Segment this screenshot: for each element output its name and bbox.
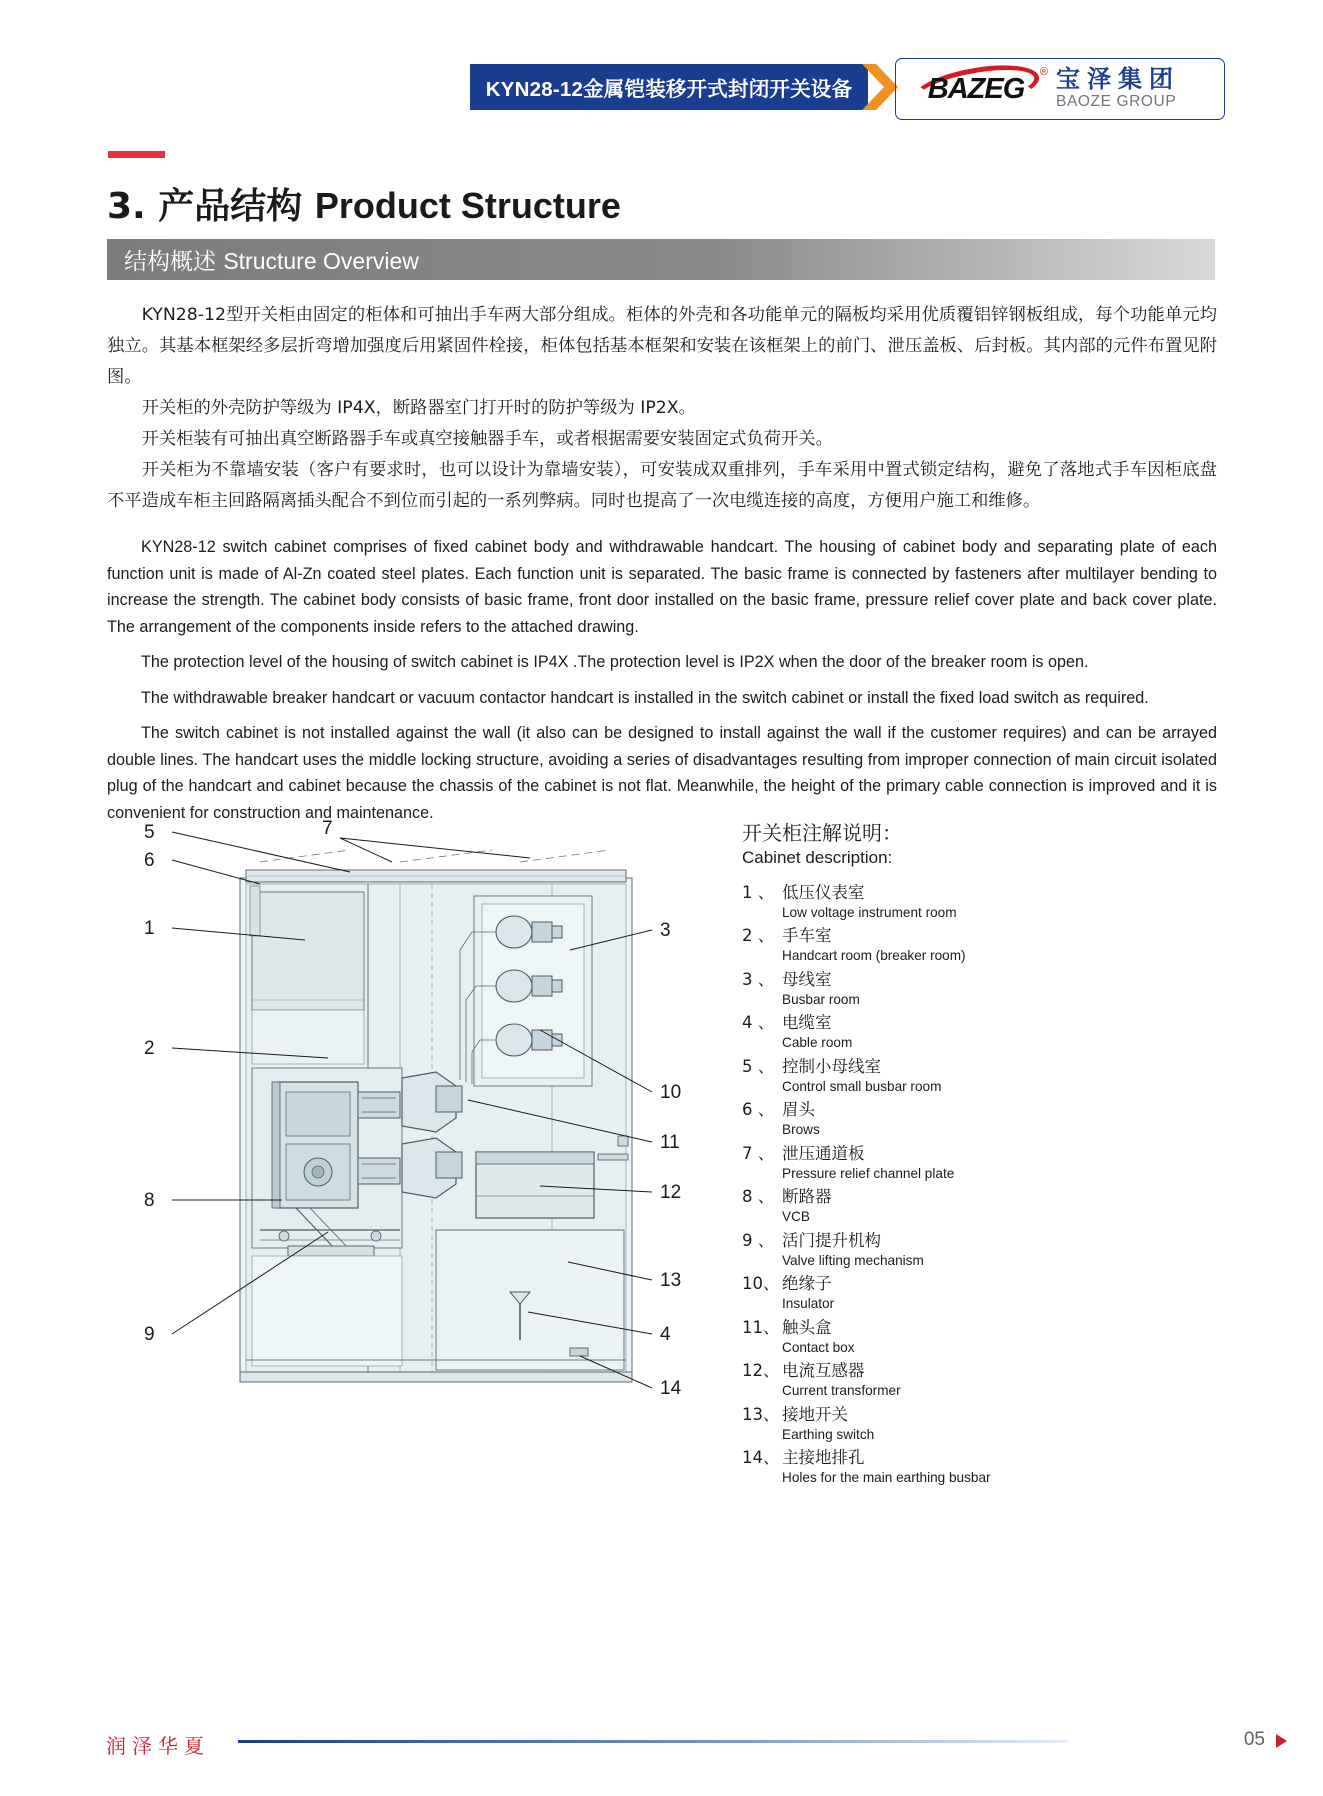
callout-4: 4 bbox=[660, 1324, 671, 1345]
paragraph-cn-1: KYN28-12型开关柜由固定的柜体和可抽出手车两大部分组成。柜体的外壳和各功能单元的隔板均采用优质覆铝锌钢板组成，每个功能单元均独立。其基本框架经多层折弯增加强度后用紧固件栓接，柜体包括基本框架和安装在该框架上的前门、泄压盖板、后封板。其内部的元件布置见附图。 bbox=[107, 305, 1217, 387]
legend-item-number: 12、 bbox=[742, 1361, 780, 1381]
callout-5: 5 bbox=[144, 822, 155, 843]
legend-item-number: 4 、 bbox=[742, 1013, 775, 1033]
title-accent-rule bbox=[108, 151, 165, 158]
legend-item-label-en: Holes for the main earthing busbar bbox=[782, 1470, 991, 1486]
paragraph-en-3: The withdrawable breaker handcart or vacuum contactor handcart is installed in the switch cabinet or install the fixed load switch as required. bbox=[141, 688, 1149, 707]
legend-item-number: 1 、 bbox=[742, 882, 775, 902]
legend-item bbox=[742, 1056, 1052, 1096]
legend-item bbox=[742, 1360, 1052, 1400]
legend-item-label-en: Handcart room (breaker room) bbox=[782, 948, 966, 964]
page-title bbox=[107, 178, 621, 229]
legend-item-label-cn: 眉头 bbox=[782, 1100, 815, 1120]
legend-item-text bbox=[782, 1317, 1052, 1357]
legend-item bbox=[742, 1012, 1052, 1052]
paragraph-en-1: KYN28-12 switch cabinet comprises of fixed cabinet body and withdrawable handcart. The housing of cabinet body and separating plate of each function unit is made of Al-Zn coated steel plates. Each function unit is separated. The basic frame is connected by fasteners after multilayer bending to increase the strength. The cabinet body consists of basic frame, front door installed on the basic frame, pressure relief cover plate and back cover plate. The arrangement of the components inside refers to the attached drawing. bbox=[107, 538, 1217, 636]
callout-8: 8 bbox=[144, 1190, 155, 1211]
legend-item-text bbox=[782, 1056, 1052, 1096]
legend-item-label-en: Current transformer bbox=[782, 1383, 901, 1399]
paragraph-cn-3: 开关柜装有可抽出真空断路器手车或真空接触器手车，或者根据需要安装固定式负荷开关。 bbox=[141, 429, 833, 449]
page-footer bbox=[0, 1706, 1323, 1796]
brand-logo-box bbox=[895, 58, 1225, 120]
callout-11: 11 bbox=[660, 1132, 680, 1153]
legend-item-number: 9 、 bbox=[742, 1230, 775, 1250]
legend-item bbox=[742, 1230, 1052, 1270]
legend-item-text bbox=[782, 1099, 1052, 1139]
paragraph-cn-2: 开关柜的外壳防护等级为 IP4X，断路器室门打开时的防护等级为 IP2X。 bbox=[141, 398, 696, 418]
paragraph-spacer-3 bbox=[107, 676, 1217, 685]
callout-10: 10 bbox=[660, 1082, 682, 1103]
legend-item-label-en: Brows bbox=[782, 1122, 820, 1138]
paragraph-en-4: The switch cabinet is not installed against the wall (it also can be designed to install against the wall if the customer requires) and can be arrayed double lines. The handcart uses the middle locking structure, avoiding a series of disadvantages resulting from improper connection of main circuit isolated plug of the handcart and cabinet because the chassis of the cabinet is not flat. Meanwhile, the height of the primary cable connection is improved and it is convenient for construction and maintenance. bbox=[107, 724, 1217, 822]
callout-6: 6 bbox=[144, 850, 155, 871]
legend-item-number: 14、 bbox=[742, 1448, 780, 1468]
callout-12: 12 bbox=[660, 1182, 682, 1203]
callout-3: 3 bbox=[660, 920, 671, 941]
legend-item bbox=[742, 1447, 1052, 1487]
legend-item-label-cn: 绝缘子 bbox=[782, 1274, 832, 1294]
product-structure-diagram bbox=[100, 800, 1230, 1420]
brand-name-en: BAOZE GROUP bbox=[1056, 93, 1177, 111]
legend-item bbox=[742, 969, 1052, 1009]
legend-item bbox=[742, 882, 1052, 922]
legend-item-label-en: Cable room bbox=[782, 1035, 853, 1051]
callout-14: 14 bbox=[660, 1378, 682, 1399]
legend-item-text bbox=[782, 1273, 1052, 1313]
legend-item bbox=[742, 1273, 1052, 1313]
legend-item bbox=[742, 1317, 1052, 1357]
legend-item-text bbox=[782, 882, 1052, 922]
legend-item bbox=[742, 1099, 1052, 1139]
registered-trademark-icon: ® bbox=[1039, 66, 1048, 78]
paragraph-spacer-4 bbox=[107, 711, 1217, 720]
legend-item-number: 7 、 bbox=[742, 1143, 775, 1163]
legend-item-label-cn: 触头盒 bbox=[782, 1317, 832, 1337]
legend-item-label-en: VCB bbox=[782, 1209, 810, 1225]
legend-item-label-en: Control small busbar room bbox=[782, 1078, 942, 1094]
callout-9: 9 bbox=[144, 1324, 155, 1345]
section-header-en: Structure Overview bbox=[223, 248, 419, 274]
legend-item-label-en: Contact box bbox=[782, 1339, 855, 1355]
page-number: 05 bbox=[1243, 1729, 1265, 1750]
legend-item-number: 13、 bbox=[742, 1404, 780, 1424]
legend-item-label-cn: 主接地排孔 bbox=[782, 1448, 865, 1468]
section-header-cn: 结构概述 bbox=[124, 249, 216, 275]
legend-item bbox=[742, 925, 1052, 965]
logo-wordmark: BAZEG bbox=[927, 72, 1025, 105]
legend-item-label-cn: 手车室 bbox=[782, 926, 832, 946]
cabinet-cross-section-drawing bbox=[100, 800, 1230, 1420]
page-title-cn: 产品结构 bbox=[158, 186, 303, 227]
legend-item-label-en: Busbar room bbox=[782, 991, 860, 1007]
legend-item-label-en: Pressure relief channel plate bbox=[782, 1165, 955, 1181]
section-header-bar bbox=[107, 239, 1215, 280]
legend-item-number: 2 、 bbox=[742, 926, 775, 946]
callout-1: 1 bbox=[144, 918, 155, 939]
paragraph-spacer bbox=[107, 517, 1217, 534]
legend-item-text bbox=[782, 1447, 1052, 1487]
legend-title-en: Cabinet description: bbox=[742, 848, 893, 867]
legend-item-label-cn: 控制小母线室 bbox=[782, 1056, 881, 1076]
legend-item-text bbox=[782, 925, 1052, 965]
legend-item-label-cn: 电缆室 bbox=[782, 1013, 832, 1033]
body-content bbox=[107, 300, 1217, 826]
section-header-text bbox=[124, 243, 419, 276]
legend-item-label-cn: 断路器 bbox=[782, 1187, 832, 1207]
legend-item-label-cn: 接地开关 bbox=[782, 1404, 848, 1424]
page-title-en: Product Structure bbox=[314, 185, 621, 226]
legend-item-text bbox=[782, 969, 1052, 1009]
legend-item-text bbox=[782, 1012, 1052, 1052]
legend-item-label-en: Earthing switch bbox=[782, 1426, 875, 1442]
legend-item-number: 8 、 bbox=[742, 1187, 775, 1207]
legend-item-number: 6 、 bbox=[742, 1100, 775, 1120]
baoze-logo-icon bbox=[906, 64, 1046, 114]
legend-title-cn: 开关柜注解说明： bbox=[742, 821, 902, 845]
paragraph-spacer-2 bbox=[107, 640, 1217, 649]
brand-name-block bbox=[1056, 67, 1180, 111]
page-title-number: 3. bbox=[107, 186, 146, 227]
page-header bbox=[0, 58, 1323, 120]
legend-item-label-cn: 电流互感器 bbox=[782, 1361, 865, 1381]
legend-item-text bbox=[782, 1404, 1052, 1444]
legend-item-label-en: Low voltage instrument room bbox=[782, 904, 957, 920]
legend-item-number: 11、 bbox=[742, 1317, 780, 1337]
header-title-band bbox=[470, 64, 868, 110]
page-marker-triangle-icon bbox=[1276, 1734, 1287, 1748]
legend-item bbox=[742, 1404, 1052, 1444]
legend-item-label-cn: 母线室 bbox=[782, 969, 832, 989]
legend-item-label-cn: 低压仪表室 bbox=[782, 882, 865, 902]
legend-item-number: 10、 bbox=[742, 1274, 780, 1294]
legend-list bbox=[742, 882, 1052, 1488]
footer-slogan: 润泽华夏 bbox=[106, 1734, 210, 1758]
cabinet-description-legend bbox=[742, 820, 1052, 1491]
legend-item bbox=[742, 1143, 1052, 1183]
legend-item-number: 5 、 bbox=[742, 1056, 775, 1076]
footer-divider-line bbox=[238, 1740, 1068, 1743]
legend-item-text bbox=[782, 1143, 1052, 1183]
legend-item-label-en: Valve lifting mechanism bbox=[782, 1252, 924, 1268]
legend-item-label-cn: 活门提升机构 bbox=[782, 1230, 881, 1250]
header-product-title: KYN28-12金属铠装移开式封闭开关设备 bbox=[485, 78, 853, 101]
paragraph-cn-4: 开关柜为不靠墙安装（客户有要求时，也可以设计为靠墙安装），可安装成双重排列，手车采用中置式锁定结构，避免了落地式手车因柜底盘不平造成车柜主回路隔离插头配合不到位而引起的一系列弊病。同时也提高了一次电缆连接的高度，方便用户施工和维修。 bbox=[107, 460, 1217, 511]
legend-item-number: 3 、 bbox=[742, 969, 775, 989]
callout-7: 7 bbox=[322, 818, 333, 839]
callout-13: 13 bbox=[660, 1270, 682, 1291]
brand-name-cn: 宝泽集团 bbox=[1056, 65, 1180, 93]
legend-item-text bbox=[782, 1186, 1052, 1226]
legend-item-text bbox=[782, 1230, 1052, 1270]
legend-item-label-en: Insulator bbox=[782, 1296, 835, 1312]
callout-2: 2 bbox=[144, 1038, 155, 1059]
legend-item-text bbox=[782, 1360, 1052, 1400]
legend-item bbox=[742, 1186, 1052, 1226]
legend-item-label-cn: 泄压通道板 bbox=[782, 1143, 865, 1163]
paragraph-en-2: The protection level of the housing of switch cabinet is IP4X .The protection level is IP2X when the door of the breaker room is open. bbox=[141, 653, 1089, 671]
